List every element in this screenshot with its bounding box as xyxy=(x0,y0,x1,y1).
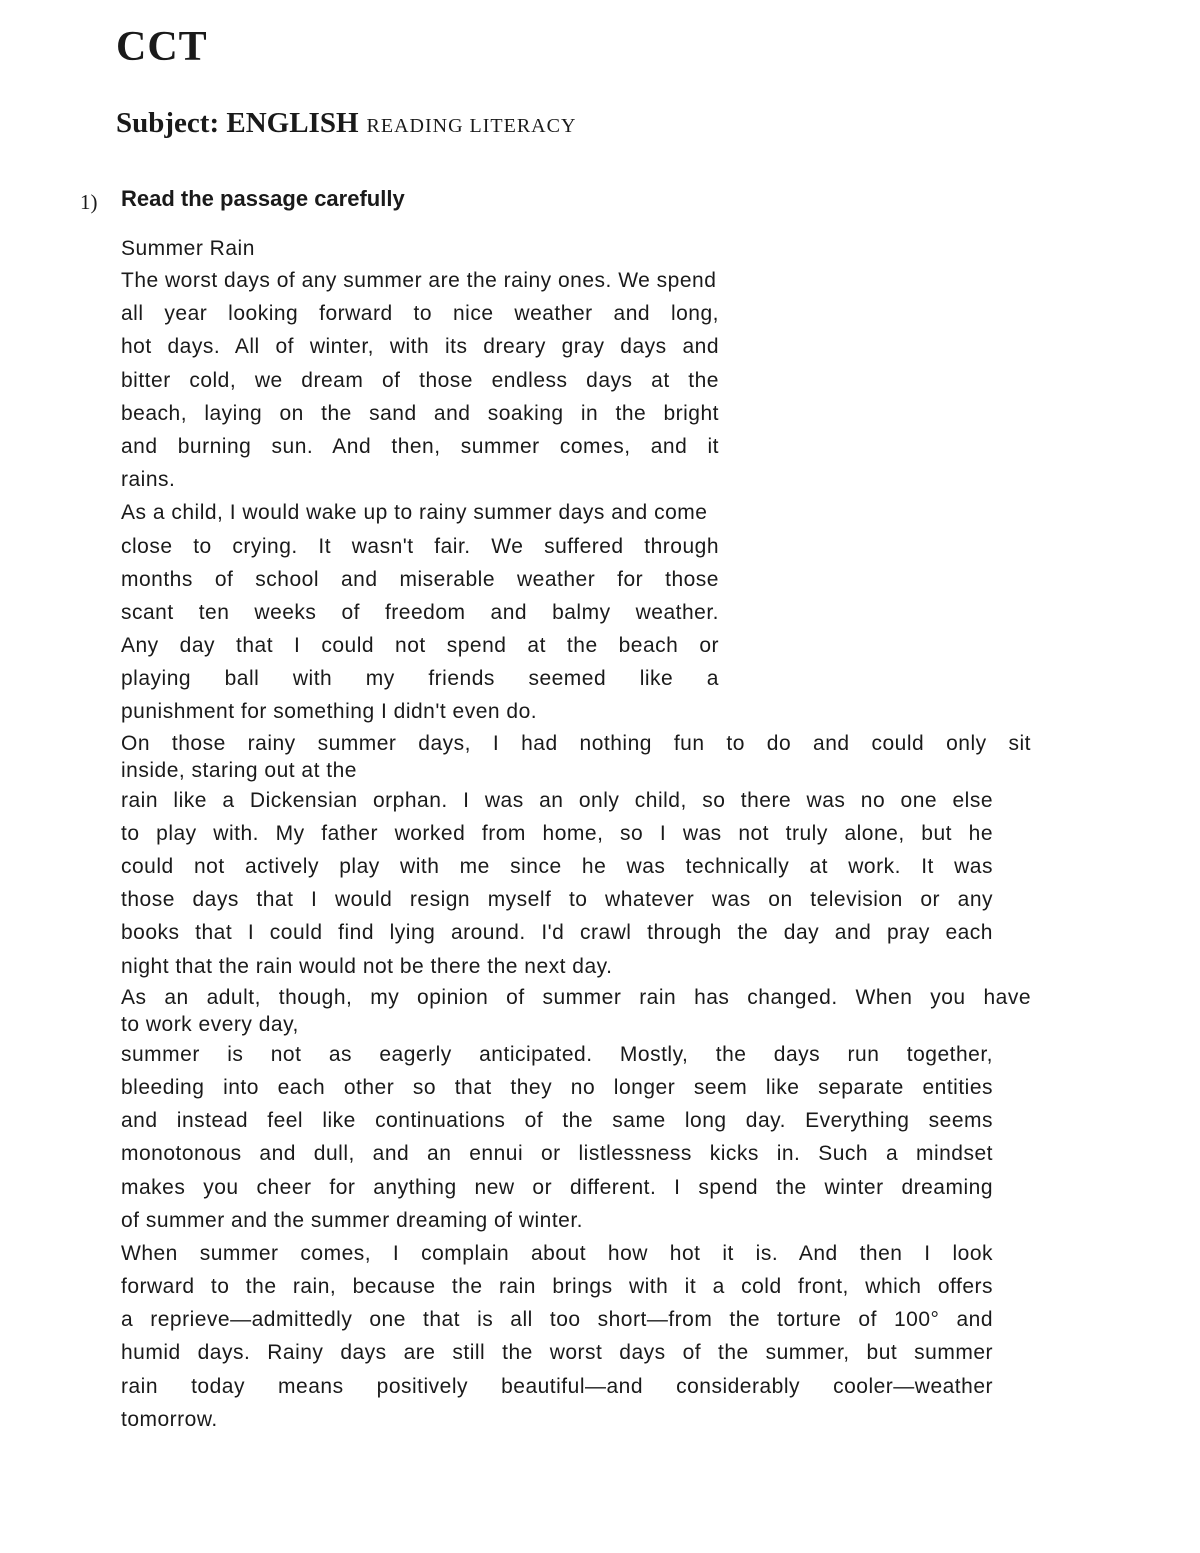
passage-line: books that I could find lying around. I'd crawl through the day and pray each xyxy=(121,921,993,945)
passage-line: to work every day, xyxy=(121,1012,299,1036)
reading-passage xyxy=(121,234,1031,1436)
question-number: 1) xyxy=(80,190,98,214)
passage-line: beach, laying on the sand and soaking in the bright xyxy=(121,401,719,425)
passage-line: When summer comes, I complain about how hot it is. And then I look xyxy=(121,1241,993,1265)
passage-line: forward to the rain, because the rain brings with it a cold front, which offers xyxy=(121,1275,993,1299)
passage-line: months of school and miserable weather for those xyxy=(121,567,719,591)
passage-line: rain today means positively beautiful—and considerably cooler—weather xyxy=(121,1374,993,1398)
passage-line: a reprieve—admittedly one that is all too short—from the torture of 100° and xyxy=(121,1308,993,1332)
passage-line: to play with. My father worked from home, so I was not truly alone, but he xyxy=(121,821,993,845)
passage-line: of summer and the summer dreaming of winter. xyxy=(121,1208,584,1232)
subject-subtitle: READING LITERACY xyxy=(366,115,577,137)
passage-line: inside, staring out at the xyxy=(121,758,357,782)
passage-line: hot days. All of winter, with its dreary gray days and xyxy=(121,335,719,359)
passage-line: As an adult, though, my opinion of summer rain has changed. When you have xyxy=(121,985,1031,1009)
question-instruction: Read the passage carefully xyxy=(121,186,405,211)
passage-line: makes you cheer for anything new or different. I spend the winter dreaming xyxy=(121,1175,993,1199)
passage-line: those days that I would resign myself to whatever was on television or any xyxy=(121,888,993,912)
passage-line: punishment for something I didn't even do. xyxy=(121,700,538,724)
passage-line: close to crying. It wasn't fair. We suffered through xyxy=(121,534,719,558)
subject-heading xyxy=(116,106,576,141)
passage-line: bitter cold, we dream of those endless days at the xyxy=(121,368,719,392)
subject-label: Subject: ENGLISH xyxy=(116,107,359,139)
passage-line: monotonous and dull, and an ennui or listlessness kicks in. Such a mindset xyxy=(121,1142,993,1166)
passage-line: and burning sun. And then, summer comes, and it xyxy=(121,434,719,458)
passage-line: rain like a Dickensian orphan. I was an only child, so there was no one else xyxy=(121,788,993,812)
passage-line: The worst days of any summer are the rainy ones. We spend xyxy=(121,269,717,292)
passage-line: all year looking forward to nice weather and long, xyxy=(121,302,719,326)
passage-line: scant ten weeks of freedom and balmy weather. xyxy=(121,600,719,624)
passage-line: bleeding into each other so that they no longer seem like separate entities xyxy=(121,1075,993,1099)
passage-title: Summer Rain xyxy=(121,237,255,260)
document-title: CCT xyxy=(116,24,208,70)
passage-line: rains. xyxy=(121,468,176,492)
passage-line: humid days. Rainy days are still the worst days of the summer, but summer xyxy=(121,1341,993,1365)
passage-line: playing ball with my friends seemed like a xyxy=(121,667,719,691)
passage-line: and instead feel like continuations of the same long day. Everything seems xyxy=(121,1109,993,1133)
passage-line: As a child, I would wake up to rainy summer days and come xyxy=(121,501,708,525)
passage-line: could not actively play with me since he was technically at work. It was xyxy=(121,855,993,878)
passage-line: summer is not as eagerly anticipated. Mostly, the days run together, xyxy=(121,1042,993,1066)
passage-line: On those rainy summer days, I had nothing fun to do and could only sit xyxy=(121,731,1031,755)
passage-line: Any day that I could not spend at the beach or xyxy=(121,634,719,658)
passage-line: tomorrow. xyxy=(121,1407,218,1431)
passage-line: night that the rain would not be there the next day. xyxy=(121,954,613,978)
